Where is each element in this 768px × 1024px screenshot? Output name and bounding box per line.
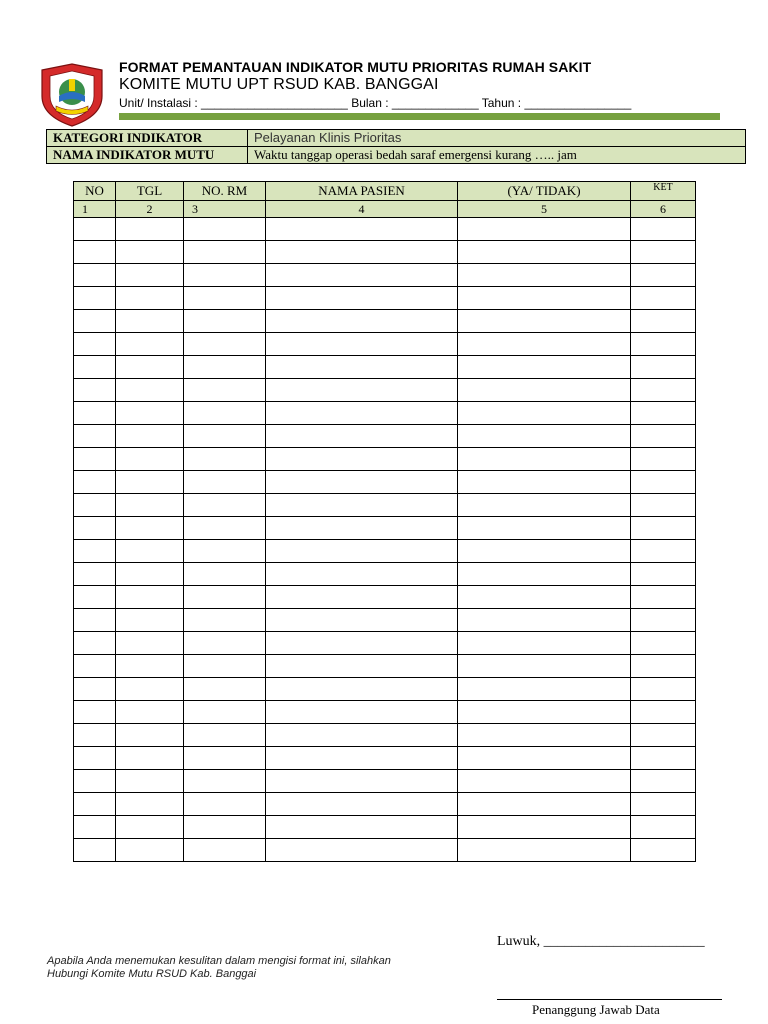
table-cell[interactable] (184, 356, 266, 379)
table-cell[interactable] (74, 517, 116, 540)
table-cell[interactable] (116, 724, 184, 747)
table-cell[interactable] (266, 402, 458, 425)
table-cell[interactable] (184, 471, 266, 494)
table-cell[interactable] (184, 425, 266, 448)
info-row-indicator-name (47, 147, 746, 164)
column-header-ket: KET (631, 182, 696, 201)
table-cell[interactable] (458, 448, 631, 471)
column-number-row (74, 201, 696, 218)
table-row (74, 724, 696, 747)
table-cell[interactable] (74, 655, 116, 678)
table-cell[interactable] (458, 310, 631, 333)
table-cell[interactable] (458, 494, 631, 517)
table-cell[interactable] (631, 379, 696, 402)
table-cell[interactable] (116, 609, 184, 632)
table-cell[interactable] (631, 816, 696, 839)
table-cell[interactable] (184, 517, 266, 540)
table-cell[interactable] (458, 701, 631, 724)
table-cell[interactable] (266, 471, 458, 494)
table-cell[interactable] (116, 494, 184, 517)
table-cell[interactable] (266, 264, 458, 287)
table-row (74, 747, 696, 770)
table-cell[interactable] (184, 793, 266, 816)
table-cell[interactable] (458, 678, 631, 701)
table-row (74, 793, 696, 816)
table-cell[interactable] (458, 218, 631, 241)
table-cell[interactable] (458, 402, 631, 425)
table-cell[interactable] (184, 816, 266, 839)
table-cell[interactable] (631, 540, 696, 563)
table-cell[interactable] (184, 655, 266, 678)
table-cell[interactable] (266, 563, 458, 586)
column-header-no-rm: NO. RM (184, 182, 266, 201)
table-cell[interactable] (631, 310, 696, 333)
table-row (74, 540, 696, 563)
table-cell[interactable] (266, 701, 458, 724)
table-cell[interactable] (184, 310, 266, 333)
table-cell[interactable] (631, 241, 696, 264)
table-cell[interactable] (631, 632, 696, 655)
table-cell[interactable] (631, 724, 696, 747)
green-divider (119, 113, 720, 120)
table-cell[interactable] (266, 379, 458, 402)
table-cell[interactable] (184, 701, 266, 724)
table-cell[interactable] (116, 563, 184, 586)
table-cell[interactable] (458, 816, 631, 839)
table-cell[interactable] (116, 586, 184, 609)
signature-place-date: Luwuk, _______________________ (497, 934, 705, 949)
table-cell[interactable] (458, 632, 631, 655)
table-cell[interactable] (184, 632, 266, 655)
table-cell[interactable] (74, 540, 116, 563)
table-row (74, 425, 696, 448)
table-cell[interactable] (116, 655, 184, 678)
help-note (47, 955, 391, 981)
unit-month-year-line: Unit/ Instalasi : ______________________ Bulan : _____________ Tahun : ________________ (119, 96, 632, 110)
column-number: 6 (631, 201, 696, 218)
table-cell[interactable] (74, 218, 116, 241)
table-row (74, 655, 696, 678)
signature-line (497, 999, 722, 1000)
table-cell[interactable] (631, 402, 696, 425)
table-row (74, 609, 696, 632)
table-cell[interactable] (184, 287, 266, 310)
table-cell[interactable] (184, 724, 266, 747)
table-cell[interactable] (458, 379, 631, 402)
table-cell[interactable] (631, 287, 696, 310)
table-cell[interactable] (116, 770, 184, 793)
table-cell[interactable] (184, 379, 266, 402)
table-cell[interactable] (116, 264, 184, 287)
table-cell[interactable] (458, 264, 631, 287)
table-cell[interactable] (631, 218, 696, 241)
table-row (74, 241, 696, 264)
table-cell[interactable] (458, 540, 631, 563)
table-cell[interactable] (266, 655, 458, 678)
table-row (74, 632, 696, 655)
table-cell[interactable] (266, 287, 458, 310)
table-cell[interactable] (458, 655, 631, 678)
table-cell[interactable] (631, 609, 696, 632)
table-cell[interactable] (116, 632, 184, 655)
indicator-info-table (46, 129, 746, 164)
table-cell[interactable] (184, 770, 266, 793)
table-cell[interactable] (74, 609, 116, 632)
table-cell[interactable] (458, 724, 631, 747)
table-cell[interactable] (74, 747, 116, 770)
table-cell[interactable] (74, 816, 116, 839)
table-cell[interactable] (74, 402, 116, 425)
table-row (74, 816, 696, 839)
table-cell[interactable] (74, 632, 116, 655)
table-row (74, 586, 696, 609)
table-cell[interactable] (116, 747, 184, 770)
table-cell[interactable] (458, 586, 631, 609)
table-cell[interactable] (116, 540, 184, 563)
table-row (74, 402, 696, 425)
table-cell[interactable] (184, 609, 266, 632)
table-cell[interactable] (458, 609, 631, 632)
column-number: 1 (74, 201, 116, 218)
table-cell[interactable] (458, 793, 631, 816)
table-cell[interactable] (74, 310, 116, 333)
table-cell[interactable] (74, 287, 116, 310)
table-cell[interactable] (74, 770, 116, 793)
table-cell[interactable] (184, 563, 266, 586)
table-cell[interactable] (116, 287, 184, 310)
table-cell[interactable] (631, 770, 696, 793)
table-cell[interactable] (116, 425, 184, 448)
table-cell[interactable] (631, 747, 696, 770)
info-label: KATEGORI INDIKATOR (47, 130, 248, 147)
table-cell[interactable] (458, 471, 631, 494)
table-cell[interactable] (184, 241, 266, 264)
table-cell[interactable] (74, 793, 116, 816)
table-cell[interactable] (74, 241, 116, 264)
table-cell[interactable] (184, 540, 266, 563)
column-number: 3 (184, 201, 266, 218)
table-cell[interactable] (266, 770, 458, 793)
table-cell[interactable] (184, 839, 266, 862)
table-cell[interactable] (116, 333, 184, 356)
table-cell[interactable] (458, 770, 631, 793)
table-cell[interactable] (266, 517, 458, 540)
info-value: Waktu tanggap operasi bedah saraf emergensi kurang ….. jam (248, 147, 746, 164)
table-cell[interactable] (458, 356, 631, 379)
table-cell[interactable] (74, 563, 116, 586)
table-cell[interactable] (184, 264, 266, 287)
table-cell[interactable] (116, 793, 184, 816)
table-cell[interactable] (184, 494, 266, 517)
table-cell[interactable] (266, 632, 458, 655)
column-number: 5 (458, 201, 631, 218)
table-cell[interactable] (631, 264, 696, 287)
table-cell[interactable] (458, 425, 631, 448)
table-cell[interactable] (184, 402, 266, 425)
table-cell[interactable] (74, 448, 116, 471)
table-cell[interactable] (116, 356, 184, 379)
help-note-line: Hubungi Komite Mutu RSUD Kab. Banggai (47, 968, 257, 980)
table-cell[interactable] (74, 425, 116, 448)
table-row (74, 218, 696, 241)
table-cell[interactable] (631, 356, 696, 379)
table-cell[interactable] (458, 333, 631, 356)
table-cell[interactable] (116, 218, 184, 241)
table-row (74, 839, 696, 862)
column-header-tgl: TGL (116, 182, 184, 201)
table-row (74, 471, 696, 494)
table-cell[interactable] (116, 379, 184, 402)
table-cell[interactable] (74, 333, 116, 356)
table-row (74, 356, 696, 379)
table-cell[interactable] (74, 379, 116, 402)
table-cell[interactable] (184, 218, 266, 241)
table-cell[interactable] (631, 448, 696, 471)
table-cell[interactable] (74, 701, 116, 724)
table-cell[interactable] (184, 747, 266, 770)
column-header-no: NO (74, 182, 116, 201)
info-value: Pelayanan Klinis Prioritas (248, 130, 746, 147)
table-cell[interactable] (631, 425, 696, 448)
table-cell[interactable] (74, 264, 116, 287)
table-cell[interactable] (74, 494, 116, 517)
table-cell[interactable] (74, 724, 116, 747)
banggai-regency-emblem (36, 62, 108, 128)
table-cell[interactable] (631, 586, 696, 609)
table-row (74, 770, 696, 793)
table-cell[interactable] (631, 701, 696, 724)
table-cell[interactable] (458, 747, 631, 770)
table-cell[interactable] (631, 494, 696, 517)
table-row (74, 448, 696, 471)
table-cell[interactable] (266, 241, 458, 264)
table-cell[interactable] (184, 448, 266, 471)
table-cell[interactable] (458, 839, 631, 862)
table-cell[interactable] (74, 356, 116, 379)
signature-role: Penanggung Jawab Data (532, 1002, 660, 1017)
table-cell[interactable] (266, 839, 458, 862)
info-label: NAMA INDIKATOR MUTU (47, 147, 248, 164)
table-cell[interactable] (631, 839, 696, 862)
table-row (74, 517, 696, 540)
table-cell[interactable] (458, 517, 631, 540)
table-cell[interactable] (266, 793, 458, 816)
table-cell[interactable] (116, 701, 184, 724)
table-cell[interactable] (184, 678, 266, 701)
table-cell[interactable] (116, 678, 184, 701)
table-cell[interactable] (631, 471, 696, 494)
help-note-line: Apabila Anda menemukan kesulitan dalam mengisi format ini, silahkan (47, 955, 391, 967)
table-row (74, 333, 696, 356)
table-cell[interactable] (74, 839, 116, 862)
column-header-row (74, 182, 696, 201)
table-cell[interactable] (631, 678, 696, 701)
table-cell[interactable] (266, 333, 458, 356)
table-row (74, 379, 696, 402)
table-cell[interactable] (116, 448, 184, 471)
info-row-category (47, 130, 746, 147)
table-cell[interactable] (116, 517, 184, 540)
table-cell[interactable] (184, 586, 266, 609)
table-cell[interactable] (74, 471, 116, 494)
table-row (74, 310, 696, 333)
table-cell[interactable] (116, 839, 184, 862)
table-cell[interactable] (266, 448, 458, 471)
table-row (74, 264, 696, 287)
table-cell[interactable] (266, 356, 458, 379)
table-cell[interactable] (116, 402, 184, 425)
table-cell[interactable] (458, 563, 631, 586)
table-cell[interactable] (266, 310, 458, 333)
table-cell[interactable] (74, 678, 116, 701)
committee-title: KOMITE MUTU UPT RSUD KAB. BANGGAI (119, 76, 439, 93)
table-cell[interactable] (266, 747, 458, 770)
column-header-ya-tidak: (YA/ TIDAK) (458, 182, 631, 201)
table-row (74, 701, 696, 724)
table-cell[interactable] (116, 241, 184, 264)
table-cell[interactable] (266, 609, 458, 632)
column-number: 4 (266, 201, 458, 218)
table-cell[interactable] (266, 586, 458, 609)
table-cell[interactable] (266, 425, 458, 448)
table-cell[interactable] (74, 586, 116, 609)
table-cell[interactable] (266, 816, 458, 839)
table-cell[interactable] (631, 655, 696, 678)
table-row (74, 287, 696, 310)
table-cell[interactable] (631, 333, 696, 356)
table-row (74, 494, 696, 517)
table-cell[interactable] (266, 724, 458, 747)
table-cell[interactable] (266, 540, 458, 563)
table-cell[interactable] (116, 310, 184, 333)
table-cell[interactable] (266, 494, 458, 517)
monitoring-table (73, 181, 696, 862)
table-cell[interactable] (116, 816, 184, 839)
table-cell[interactable] (631, 563, 696, 586)
table-cell[interactable] (116, 471, 184, 494)
table-cell[interactable] (631, 517, 696, 540)
table-cell[interactable] (631, 793, 696, 816)
column-header-nama-pasien: NAMA PASIEN (266, 182, 458, 201)
form-title: FORMAT PEMANTAUAN INDIKATOR MUTU PRIORITAS RUMAH SAKIT (119, 59, 592, 75)
table-row (74, 563, 696, 586)
table-cell[interactable] (458, 287, 631, 310)
table-cell[interactable] (184, 333, 266, 356)
table-row (74, 678, 696, 701)
table-cell[interactable] (458, 241, 631, 264)
column-number: 2 (116, 201, 184, 218)
table-cell[interactable] (266, 218, 458, 241)
table-cell[interactable] (266, 678, 458, 701)
